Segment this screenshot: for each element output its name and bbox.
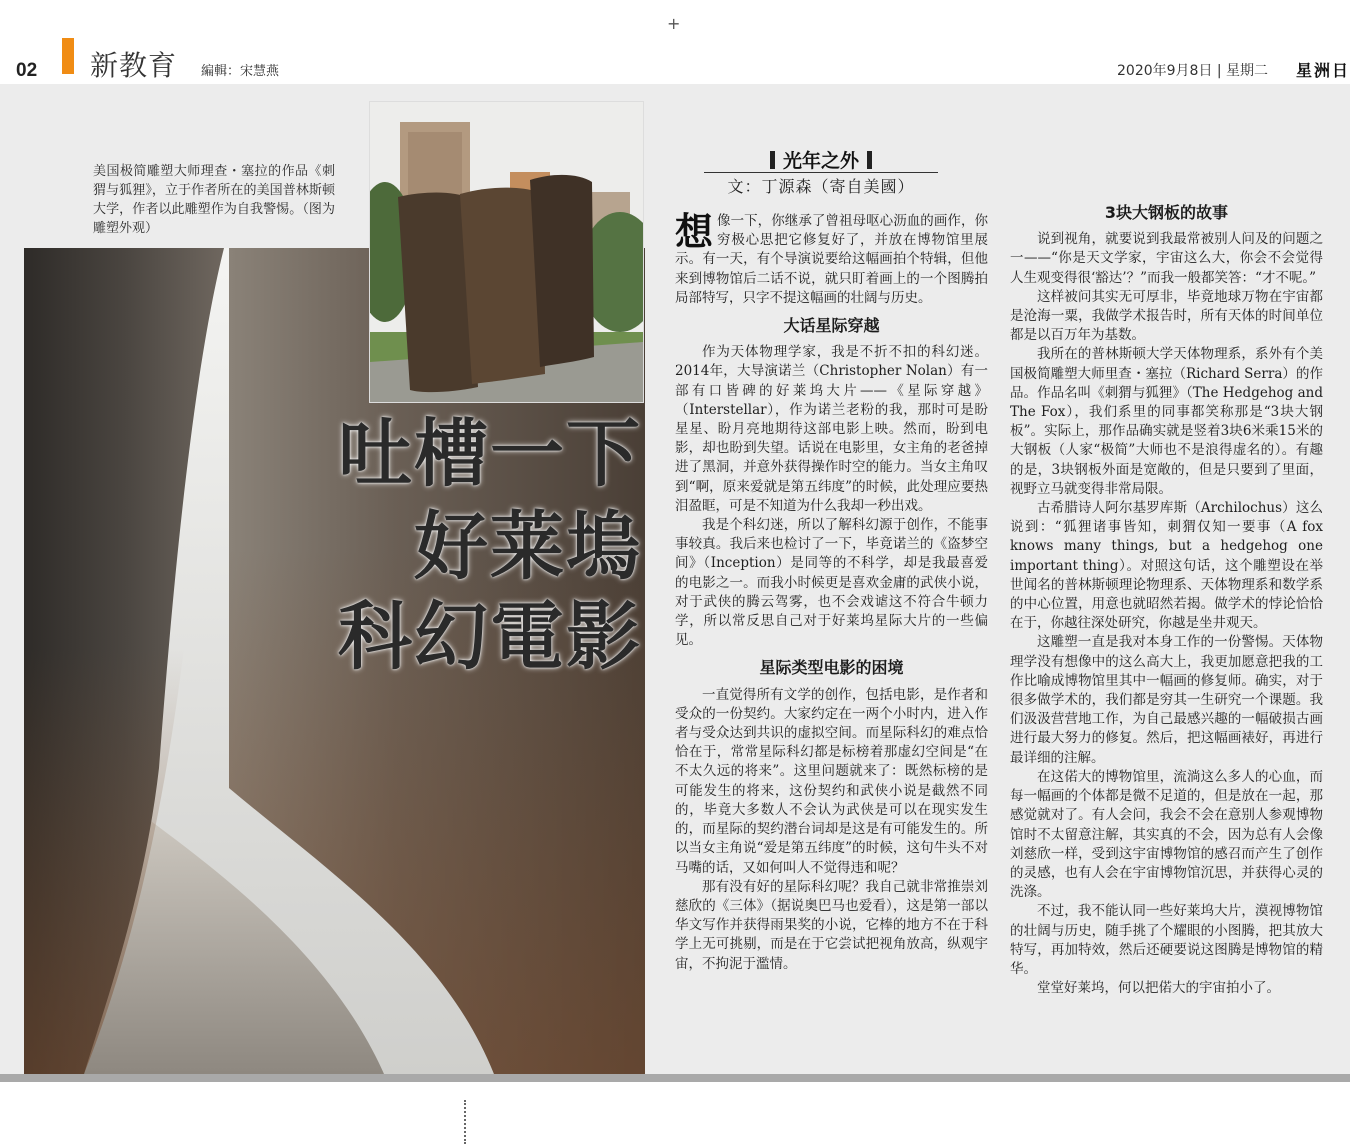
column-title-block — [704, 146, 938, 173]
paragraph: 我是个科幻迷，所以了解科幻源于创作，不能事事较真。我后来也检讨了一下，毕竟诺兰的《盗梦空间》（Inception）是同等的不科学，却是我最喜爱的电影之一。而我小时候更是喜欢金庸的武侠小说，对于武侠的腾云驾雾，也不会戏谑这不符合牛顿力学，所以常反思自己对于好莱坞星际大片的一些偏见。 — [675, 517, 988, 649]
paragraph: 堂堂好莱坞，何以把偌大的宇宙拍小了。 — [1037, 980, 1280, 997]
byline: 文：丁源森（寄自美國） — [727, 177, 915, 196]
paragraph: 不过，我不能认同一些好莱坞大片，漠视博物馆的壮阔与历史，随手挑了个耀眼的小图腾，把其放大特写，再加特效，然后还硬要说这图腾是博物馆的精华。 — [1010, 903, 1323, 977]
paragraph: 古希腊诗人阿尔基罗库斯（Archilochus）这么说到：“狐狸诸事皆知，刺猬仅知一要事（A fox knows many things, but a hedgehog one important thing）。对照这句话，这个雕塑设在举世闻名的普林斯顿理论物理系、天体物理系和数学系的中心位置，用意也就昭然若揭。做学术的悖论恰恰在于，你越往深处研究，你越是坐井观天。 — [1010, 500, 1323, 632]
article-column-2 — [1010, 195, 1323, 998]
headline-line-3: 科幻電影 — [338, 594, 642, 680]
headline-line-2: 好莱塢 — [414, 504, 642, 590]
intro-paragraph — [675, 209, 988, 308]
paragraph: 一直觉得所有文学的创作，包括电影，是作者和受众的一份契约。大家约定在一两个小时内，进入作者与受众达到共识的虚拟空间。而星际科幻的难点恰恰在于，常常星际科幻都是标榜着那虚幻空间是“在不太久远的将来”。这里问题就来了：既然标榜的是可能发生的将来，这份契约和武侠小说是截然不同的，毕竟大多数人不会认为武侠是可以在现实发生的，而星际的契约潜台词却是这是有可能发生的。所以当女主角说“爱是第五纬度”的时候，这句牛头不对马嘴的话，又如何叫人不觉得违和呢？ — [675, 686, 988, 876]
headline-line-1: 吐槽一下 — [338, 411, 642, 497]
crop-mark: + — [667, 14, 681, 33]
section-accent-bar — [62, 38, 74, 74]
intro-text: 像一下，你继承了曾祖母呕心沥血的画作，你穷极心思把它修复好了，并放在博物馆里展示。有一天，有个导演说要给这幅画拍个特辑，但他来到博物馆后二话不说，就只盯着画上的一个图腾拍局部特写，只字不提这幅画的壮阔与历史。 — [675, 213, 988, 306]
fold-line — [464, 1100, 466, 1144]
article-column-1 — [675, 209, 988, 974]
newspaper-masthead: 星洲日 — [1296, 61, 1350, 80]
subheading-steel-plates: 3块大钢板的故事 — [1104, 203, 1229, 222]
paragraph: 在这偌大的博物馆里，流淌这么多人的心血，而每一幅画的个体都是微不足道的，但是放在一起，那感觉就对了。有人会问，我会不会在意别人参观博物馆时不太留意注解，其实真的不会，因为总有人会像刘慈欣一样，受到这宇宙博物馆的感召而产生了创作的灵感，也有人会在宇宙博物馆沉思，并获得心灵的洗涤。 — [1010, 768, 1323, 901]
paragraph: 这雕塑一直是我对本身工作的一份警惕。天体物理学没有想像中的这么高大上，我更加愿意把我的工作比喻成博物馆里其中一幅画的修复师。确实，对于很多做学术的，我们都是穷其一生研究一个课题。我们汲汲营营地工作，为自己最感兴趣的一幅破损古画进行最大努力的修复。然后，把这幅画裱好，再进行最详细的注解。 — [1010, 634, 1323, 766]
paragraph: 作为天体物理学家，我是不折不扣的科幻迷。2014年，大导演诺兰（Christopher Nolan）有一部有口皆碑的好莱坞大片——《星际穿越》（Interstellar），作为诺兰老粉的我，那时可是盼星星、盼月亮地期待这部电影上映。然而，盼到电影，却也盼到失望。话说在电影里，女主角的老爸掉进了黑洞，并意外获得操作时空的能力。当女主角叹到“啊，原来爱就是第五纬度”的时候，此处理应要热泪盈眶，可是不知道为什么我却一秒出戏。 — [675, 344, 988, 514]
paragraph: 我所在的普林斯顿大学天体物理系，系外有个美国极简雕塑大师里查・塞拉（Richard Serra）的作品。作品名叫《刺猬与狐狸》（The Hedgehog and The Fox），我们系里的同事都笑称那是“3块大钢板”。实际上，那作品确实就是竖着3块6米乘15米的大钢板（人家“极简”大师也不是浪得虚名的）。有趣的是，3块钢板外面是宽敞的，但是只要到了里面，视野立马就变得非常局限。 — [1010, 346, 1323, 497]
paragraph: 说到视角，就要说到我最常被别人问及的问题之一——“你是天文学家，宇宙这么大，你会不会觉得人生观变得很‘豁达’？”而我一般都笑答：“才不呢。” — [1010, 231, 1323, 286]
subheading-interstellar: 大话星际穿越 — [783, 316, 880, 336]
page-number: 02 — [16, 60, 38, 81]
column-title: 光年之外 — [782, 150, 859, 172]
issue-date: 2020年9月8日 | 星期二 — [1117, 63, 1269, 79]
page-bottom-bar — [0, 1074, 1350, 1082]
paragraph: 这样被问其实无可厚非，毕竟地球万物在宇宙都是沧海一粟，我做学术报告时，所有天体的时间单位都是以百万年为基数。 — [1010, 288, 1323, 344]
drop-cap: 想 — [675, 209, 714, 254]
paragraph: 那有没有好的星际科幻呢？我自己就非常推崇刘慈欣的《三体》（据说奥巴马也爱看），这是第一部以华文写作并获得雨果奖的小说，它棒的地方不在于科学上无可挑剔，而是在于它尝试把视角放高，纵观宇宙，不拘泥于濫情。 — [675, 878, 988, 972]
section-name: 新教育 — [90, 49, 178, 82]
subheading-sci-fi-dilemma: 星际类型电影的困境 — [759, 658, 904, 678]
editor-credit: 編輯：宋慧燕 — [201, 64, 280, 79]
title-bar-right — [867, 151, 872, 169]
sculpture-exterior-photo — [369, 101, 644, 403]
photo-caption: 美国极简雕塑大师理查・塞拉的作品《刺猬与狐狸》，立于作者所在的美国普林斯顿大学，作者以此雕塑作为自我警惕。（图为雕塑外观） — [93, 164, 335, 236]
title-bar-left — [770, 151, 775, 169]
